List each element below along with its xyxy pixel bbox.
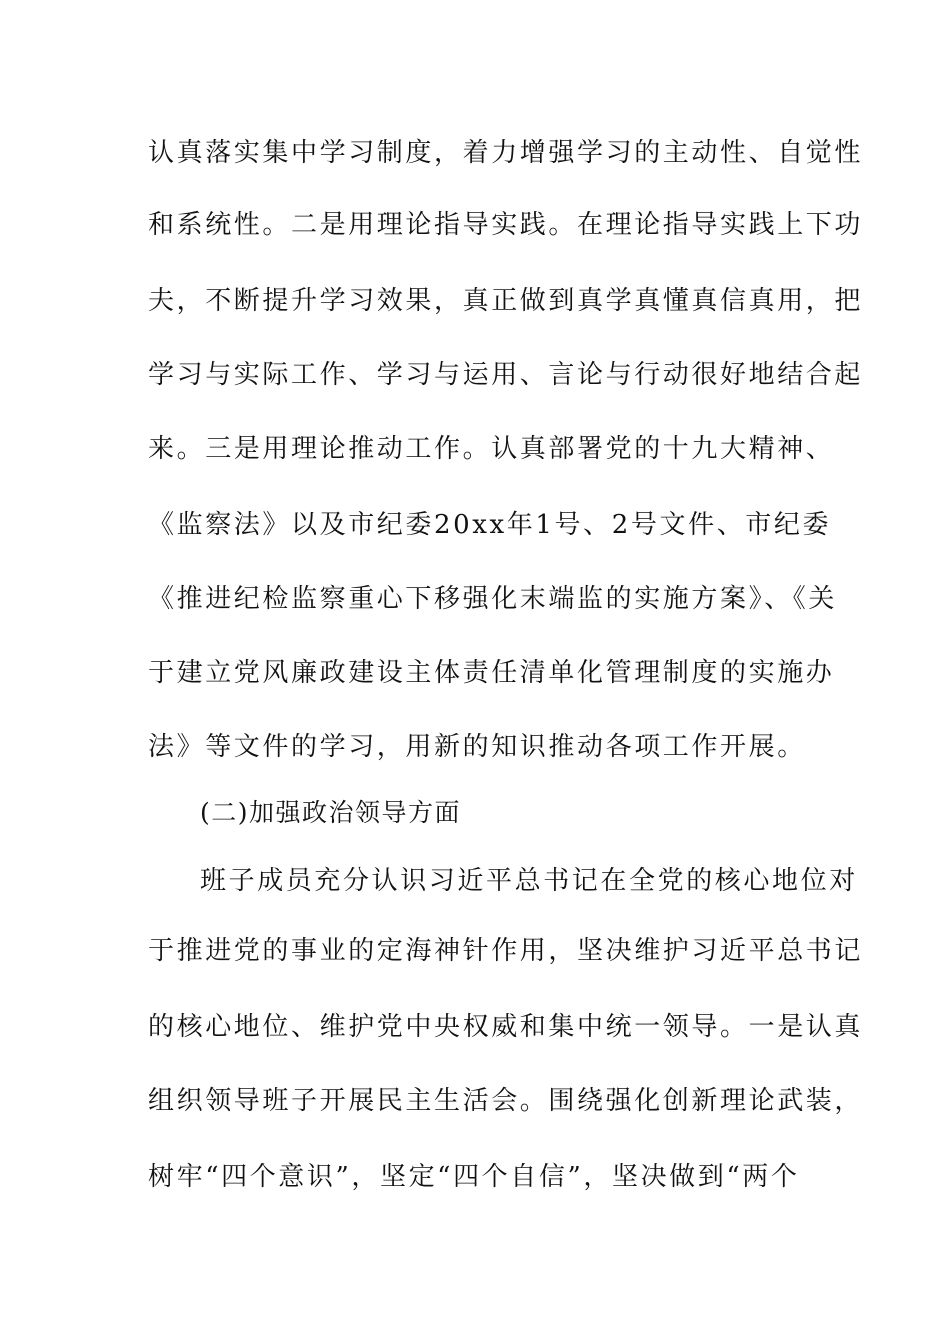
text-line: 树牢“四个意识”，坚定“四个自信”，坚决做到“两个	[148, 1162, 800, 1192]
text-line: 的核心地位、维护党中央权威和集中统一领导。一是认真	[148, 1012, 864, 1042]
text-line: 于建立党风廉政建设主体责任清单化管理制度的实施办	[148, 658, 835, 688]
text-line: 夫，不断提升学习效果，真正做到真学真懂真信真用，把	[148, 286, 864, 316]
text-line: 组织领导班子开展民主生活会。围绕强化创新理论武装，	[148, 1086, 864, 1116]
text-line: 于推进党的事业的定海神针作用，坚决维护习近平总书记	[148, 936, 864, 966]
text-line: 《推进纪检监察重心下移强化末端监的实施方案》、《关	[148, 584, 838, 614]
text-line: 学习与实际工作、学习与运用、言论与行动很好地结合起	[148, 360, 864, 390]
section-heading: (二)加强政治领导方面	[200, 798, 462, 827]
text-line: 《监察法》以及市纪委20xx年1号、2号文件、市纪委	[148, 510, 832, 540]
text-line: 来。三是用理论推动工作。认真部署党的十九大精神、	[148, 434, 835, 464]
text-line: 班子成员充分认识习近平总书记在全党的核心地位对	[200, 866, 858, 896]
text-line: 和系统性。二是用理论指导实践。在理论指导实践上下功	[148, 210, 864, 240]
text-line: 法》等文件的学习，用新的知识推动各项工作开展。	[148, 732, 806, 762]
text-line: 认真落实集中学习制度，着力增强学习的主动性、自觉性	[148, 138, 864, 168]
